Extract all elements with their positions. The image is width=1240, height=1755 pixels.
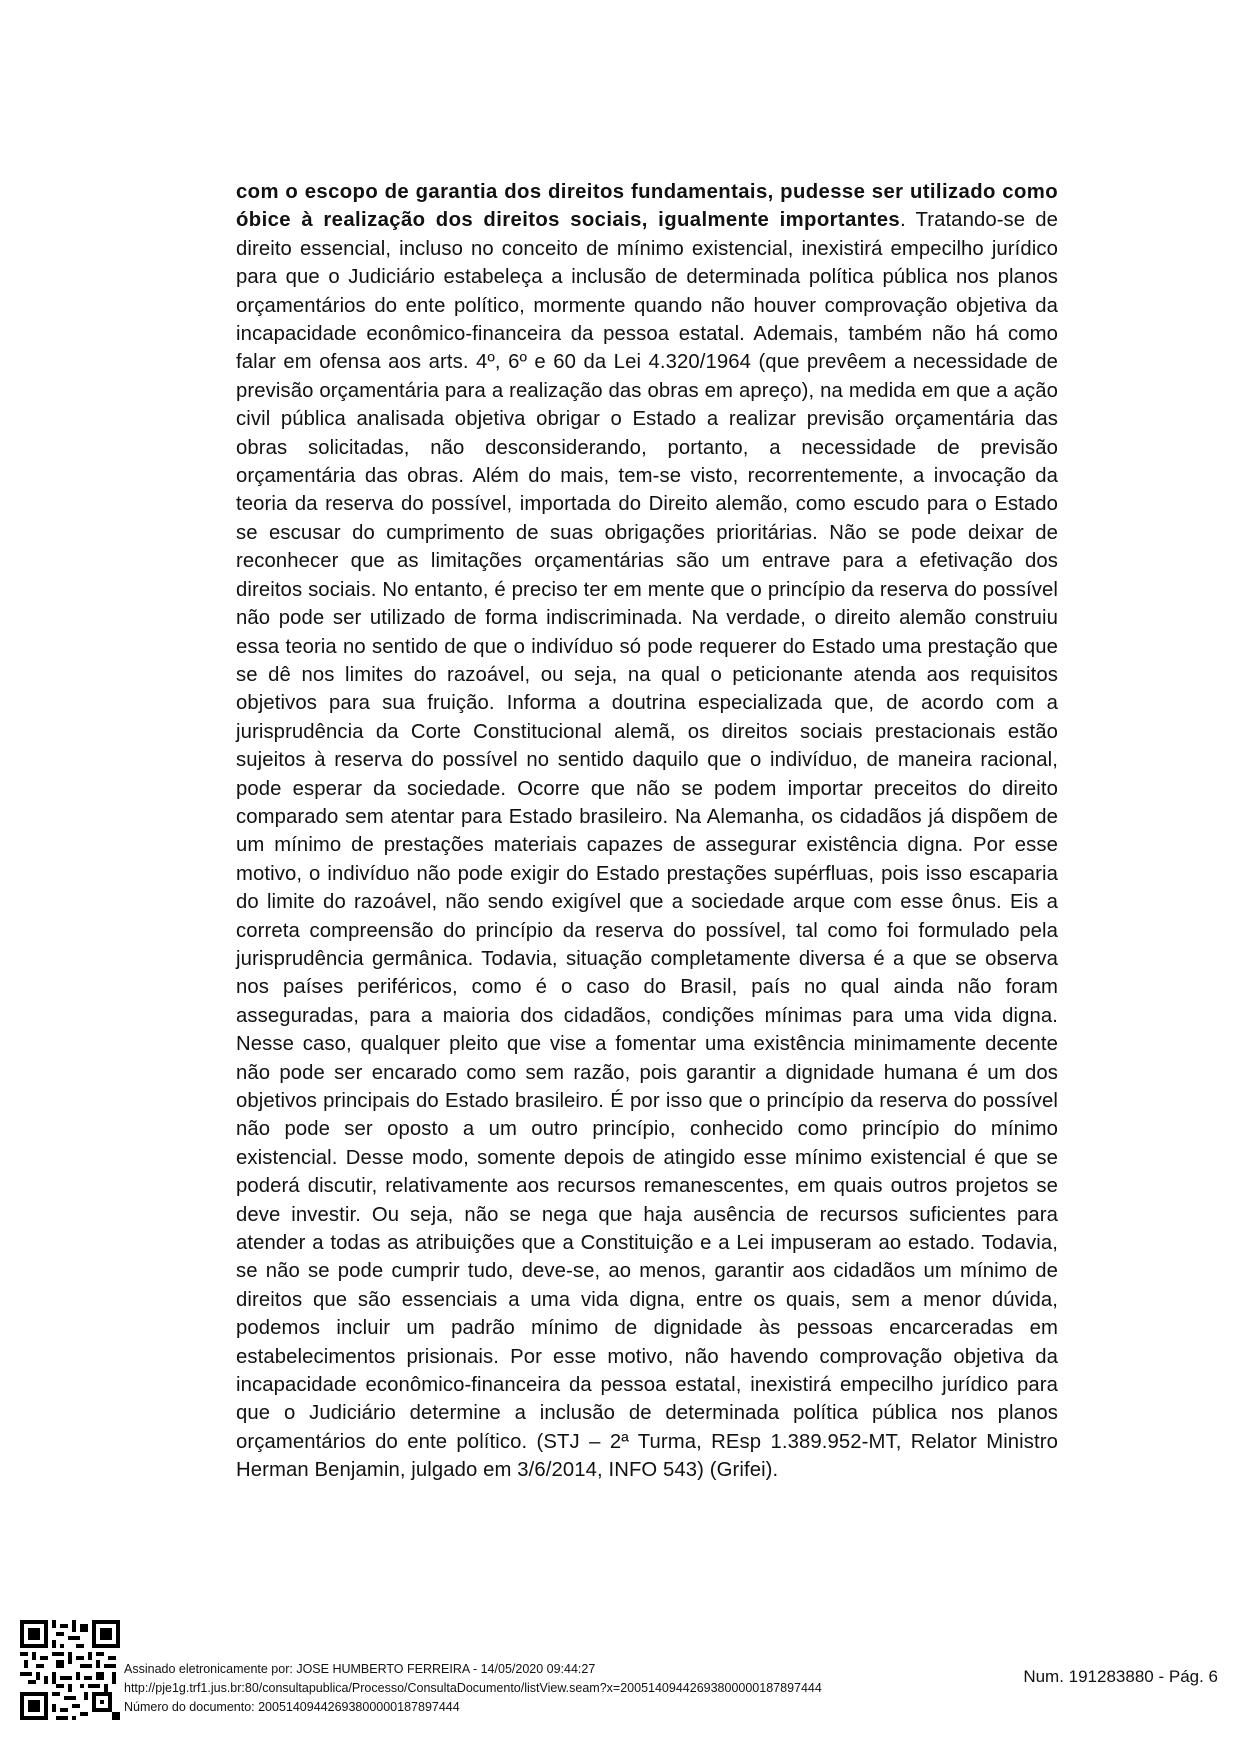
body-paragraph <box>236 178 1058 1485</box>
page-reference: Num. 191283880 - Pág. 6 <box>1023 1667 1218 1686</box>
document-number-text: Número do documento: 20051409442693800000187897444 <box>124 1700 460 1714</box>
signed-by-text: Assinado eletronicamente por: JOSE HUMBERTO FERREIRA - 14/05/2020 09:44:27 <box>124 1662 596 1676</box>
body-text: . Tratando-se de direito essencial, incluso no conceito de mínimo existencial, inexistirá empecilho jurídico para que o Judiciário estabeleça a inclusão de determinada política pública nos planos orçamentários do ente político, mormente quando não houver comprovação objetiva da incapacidade econômico-financeira da pessoa estatal. Ademais, também não há como falar em ofensa aos arts. 4º, 6º e 60 da Lei 4.320/1964 (que prevêem a necessidade de previsão orçamentária para a realização das obras em apreço), na medida em que a ação civil pública analisada objetiva obrigar o Estado a realizar previsão orçamentária das obras solicitadas, não desconsiderando, portanto, a necessidade de previsão orçamentária das obras. Além do mais, tem-se visto, recorrentemente, a invocação da teoria da reserva do possível, importada do Direito alemão, como escudo para o Estado se escusar do cumprimento de suas obrigações prioritárias. Não se pode deixar de reconhecer que as limitações orçamentárias são um entrave para a efetivação dos direitos sociais. No entanto, é preciso ter em mente que o princípio da reserva do possível não pode ser utilizado de forma indiscriminada. Na verdade, o direito alemão construiu essa teoria no sentido de que o indivíduo só pode requerer do Estado uma prestação que se dê nos limites do razoável, ou seja, na qual o peticionante atenda aos requisitos objetivos para sua fruição. Informa a doutrina especializada que, de acordo com a jurisprudência da Corte Constitucional alemã, os direitos sociais prestacionais estão sujeitos à reserva do possível no sentido daquilo que o indivíduo, de maneira racional, pode esperar da sociedade. Ocorre que não se podem importar preceitos do direito comparado sem atentar para Estado brasileiro. Na Alemanha, os cidadãos já dispõem de um mínimo de prestações materiais capazes de assegurar existência digna. Por esse motivo, o indivíduo não pode exigir do Estado prestações supérfluas, pois isso escaparia do limite do razoável, não sendo exigível que a sociedade arque com esse ônus. Eis a correta compreensão do princípio da reserva do possível, tal como foi formulado pela jurisprudência germânica. Todavia, situação completamente diversa é a que se observa nos países periféricos, como é o caso do Brasil, país no qual ainda não foram asseguradas, para a maioria dos cidadãos, condições mínimas para uma vida digna. Nesse caso, qualquer pleito que vise a fomentar uma existência minimamente decente não pode ser encarado como sem razão, pois garantir a dignidade humana é um dos objetivos principais do Estado brasileiro. É por isso que o princípio da reserva do possível não pode ser oposto a um outro princípio, conhecido como princípio do mínimo existencial. Desse modo, somente depois de atingido esse mínimo existencial é que se poderá discutir, relativamente aos recursos remanescentes, em quais outros projetos se deve investir. Ou seja, não se nega que haja ausência de recursos suficientes para atender a todas as atribuições que a Constituição e a Lei impuseram ao estado. Todavia, se não se pode cumprir tudo, deve-se, ao menos, garantir aos cidadãos um mínimo de direitos que são essenciais a uma vida digna, entre os quais, sem a menor dúvida, podemos incluir um padrão mínimo de dignidade às pessoas encarceradas em estabelecimentos prisionais. Por esse motivo, não havendo comprovação objetiva da incapacidade econômico-financeira da pessoa estatal, inexistirá empecilho jurídico para que o Judiciário determine a inclusão de determinada política pública nos planos orçamentários do ente político. (STJ – 2ª Turma, REsp 1.389.952-MT, Relator Ministro Herman Benjamin, julgado em 3/6/2014, INFO 543) (Grifei). <box>236 209 1058 1482</box>
consultation-url-link[interactable]: http://pje1g.trf1.jus.br:80/consultapublica/Processo/ConsultaDocumento/listView.seam?x=20051409442693800000187897444 <box>124 1681 822 1695</box>
qr-code-icon <box>20 1620 120 1720</box>
signature-footer <box>124 1660 822 1717</box>
bold-lead-text: com o escopo de garantia dos direitos fundamentais, pudesse ser utilizado como óbice à realização dos direitos sociais, igualmente importantes <box>236 181 1058 232</box>
